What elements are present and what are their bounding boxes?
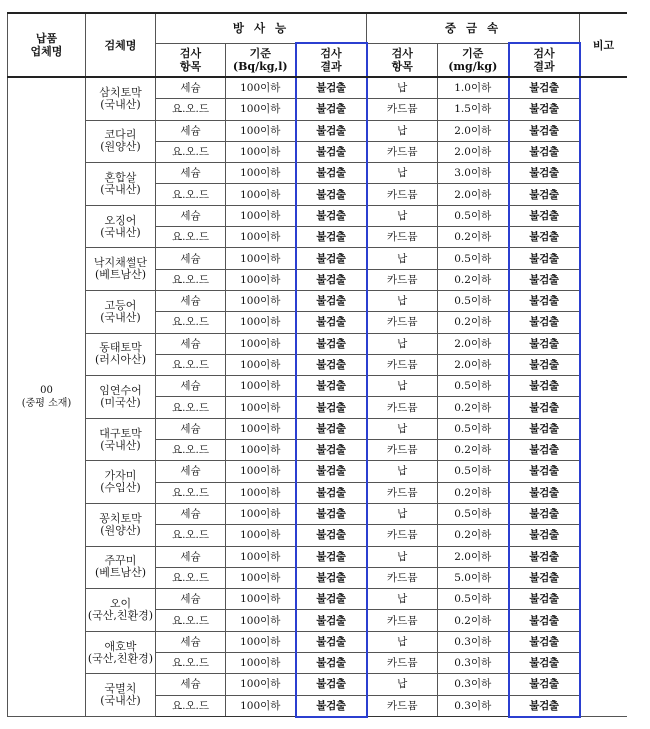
radio-standard-cell: 100이하 xyxy=(226,77,296,99)
radio-test-item-cell: 세슘 xyxy=(156,205,226,226)
table-row xyxy=(8,163,627,184)
heavy-result-cell: 불검출 xyxy=(509,205,580,226)
specimen-origin: (러시아산) xyxy=(94,353,147,367)
specimen-origin: (국내산) xyxy=(100,438,141,452)
radio-test-item-cell: 요.오.드 xyxy=(156,482,226,503)
radio-test-item-cell: 요.오.드 xyxy=(156,269,226,290)
specimen-cell xyxy=(86,376,156,419)
heavy-test-item-cell: 납 xyxy=(367,333,438,354)
radio-result-cell: 불검출 xyxy=(296,397,367,418)
heavy-result-cell: 불검출 xyxy=(509,227,580,248)
radio-test-item-cell: 세슘 xyxy=(156,589,226,610)
specimen-cell xyxy=(86,333,156,376)
radio-result-cell: 불검출 xyxy=(296,525,367,546)
radio-test-item-cell: 요.오.드 xyxy=(156,695,226,717)
radio-standard-cell: 100이하 xyxy=(226,248,296,269)
specimen-origin: (베트남산) xyxy=(94,566,147,580)
specimen-cell xyxy=(86,77,156,120)
specimen-cell xyxy=(86,503,156,546)
radio-standard-cell: 100이하 xyxy=(226,141,296,162)
specimen-name: 낙지채썰단 xyxy=(93,256,148,270)
heavy-standard-cell: 0.2이하 xyxy=(438,312,509,333)
specimen-origin: (미국산) xyxy=(100,395,141,409)
radio-standard-cell: 100이하 xyxy=(226,653,296,674)
heavy-test-item-cell: 카드뮴 xyxy=(367,525,438,546)
heavy-test-item-cell: 카드뮴 xyxy=(367,354,438,375)
radio-result-cell: 불검출 xyxy=(296,184,367,205)
radio-result-cell: 불검출 xyxy=(296,333,367,354)
radio-test-item-cell: 요.오.드 xyxy=(156,354,226,375)
radio-result-cell: 불검출 xyxy=(296,653,367,674)
heavy-result-cell: 불검출 xyxy=(509,589,580,610)
radio-standard-cell: 100이하 xyxy=(226,546,296,567)
specimen-origin: (국내산) xyxy=(100,225,141,239)
heavy-standard-cell: 1.0이하 xyxy=(438,77,509,99)
radio-standard-cell: 100이하 xyxy=(226,631,296,652)
specimen-name: 혼합살 xyxy=(104,170,137,184)
radio-standard-cell: 100이하 xyxy=(226,589,296,610)
specimen-cell xyxy=(86,418,156,461)
heavy-standard-cell: 0.2이하 xyxy=(438,482,509,503)
radio-result-cell: 불검출 xyxy=(296,227,367,248)
inspection-results-table xyxy=(7,12,627,718)
radio-result-cell: 불검출 xyxy=(296,248,367,269)
radio-test-item-header xyxy=(156,43,226,77)
radio-standard-cell: 100이하 xyxy=(226,482,296,503)
heavy-result-cell: 불검출 xyxy=(509,482,580,503)
heavy-standard-cell: 0.5이하 xyxy=(438,503,509,524)
heavy-test-item-cell: 납 xyxy=(367,631,438,652)
radio-test-item-cell: 요.오.드 xyxy=(156,227,226,248)
heavy-result-cell: 불검출 xyxy=(509,653,580,674)
radio-test-item-cell: 세슘 xyxy=(156,418,226,439)
specimen-name: 오징어 xyxy=(104,213,137,227)
table-row xyxy=(8,631,627,652)
radio-test-item-line1: 검사 xyxy=(179,46,202,60)
radioactivity-group-header: 방 사 능 xyxy=(156,13,367,43)
specimen-name: 오이 xyxy=(109,596,132,610)
radio-result-cell: 불검출 xyxy=(296,589,367,610)
radio-test-item-cell: 세슘 xyxy=(156,248,226,269)
radio-test-item-cell: 세슘 xyxy=(156,546,226,567)
radio-result-cell: 불검출 xyxy=(296,141,367,162)
specimen-header: 검체명 xyxy=(86,13,156,77)
heavy-standard-cell: 3.0이하 xyxy=(438,163,509,184)
heavy-standard-cell: 2.0이하 xyxy=(438,120,509,141)
heavy-result-cell: 불검출 xyxy=(509,269,580,290)
heavy-standard-cell: 0.5이하 xyxy=(438,248,509,269)
heavy-test-item-cell: 카드뮴 xyxy=(367,312,438,333)
radio-test-item-cell: 세슘 xyxy=(156,290,226,311)
heavy-result-header xyxy=(509,43,580,77)
table-row xyxy=(8,77,627,99)
heavy-standard-cell: 0.2이하 xyxy=(438,269,509,290)
specimen-name: 동태토막 xyxy=(99,341,142,355)
heavy-standard-cell: 2.0이하 xyxy=(438,184,509,205)
table-row xyxy=(8,461,627,482)
heavy-test-item-cell: 카드뮴 xyxy=(367,397,438,418)
heavy-standard-cell: 0.5이하 xyxy=(438,461,509,482)
radio-result-cell: 불검출 xyxy=(296,610,367,631)
radio-test-item-cell: 세슘 xyxy=(156,461,226,482)
specimen-origin: (국산,친환경) xyxy=(87,651,154,665)
table-row xyxy=(8,205,627,226)
heavy-result-line2: 결과 xyxy=(533,60,555,73)
specimen-origin: (원양산) xyxy=(100,523,141,537)
radio-standard-cell: 100이하 xyxy=(226,184,296,205)
radio-result-cell: 불검출 xyxy=(296,205,367,226)
heavy-test-item-cell: 납 xyxy=(367,589,438,610)
specimen-name: 국멸치 xyxy=(104,682,137,696)
radio-result-cell: 불검출 xyxy=(296,631,367,652)
heavy-standard-cell: 0.3이하 xyxy=(438,631,509,652)
radio-result-cell: 불검출 xyxy=(296,269,367,290)
heavy-standard-cell: 0.5이하 xyxy=(438,205,509,226)
heavy-result-cell: 불검출 xyxy=(509,695,580,717)
radio-test-item-cell: 요.오.드 xyxy=(156,99,226,120)
heavy-result-cell: 불검출 xyxy=(509,120,580,141)
radio-result-cell: 불검출 xyxy=(296,120,367,141)
radio-test-item-cell: 세슘 xyxy=(156,674,226,695)
heavy-metal-group-header: 중 금 속 xyxy=(367,13,580,43)
heavy-result-cell: 불검출 xyxy=(509,440,580,461)
radio-result-cell: 불검출 xyxy=(296,503,367,524)
specimen-origin: (원양산) xyxy=(100,140,141,154)
specimen-name: 코다리 xyxy=(104,128,137,142)
specimen-cell xyxy=(86,120,156,163)
specimen-name: 임연수어 xyxy=(99,383,142,397)
radio-standard-cell: 100이하 xyxy=(226,695,296,717)
radio-standard-cell: 100이하 xyxy=(226,610,296,631)
radio-test-item-cell: 세슘 xyxy=(156,503,226,524)
heavy-test-item-cell: 카드뮴 xyxy=(367,482,438,503)
heavy-test-item-cell: 납 xyxy=(367,546,438,567)
radio-standard-cell: 100이하 xyxy=(226,674,296,695)
remarks-header: 비고 xyxy=(580,13,627,77)
heavy-test-item-cell: 납 xyxy=(367,376,438,397)
table-row xyxy=(8,674,627,695)
supplier-header xyxy=(8,13,86,77)
specimen-cell xyxy=(86,290,156,333)
specimen-origin: (베트남산) xyxy=(94,268,147,282)
specimen-origin: (국내산) xyxy=(100,694,141,708)
radio-result-cell: 불검출 xyxy=(296,376,367,397)
heavy-standard-cell: 0.3이하 xyxy=(438,653,509,674)
heavy-standard-cell: 2.0이하 xyxy=(438,546,509,567)
radio-test-item-cell: 요.오.드 xyxy=(156,397,226,418)
table-row xyxy=(8,503,627,524)
heavy-standard-cell: 2.0이하 xyxy=(438,141,509,162)
radio-result-cell: 불검출 xyxy=(296,695,367,717)
radio-result-cell: 불검출 xyxy=(296,354,367,375)
heavy-test-item-cell: 납 xyxy=(367,248,438,269)
heavy-result-cell: 불검출 xyxy=(509,312,580,333)
supplier-name: 00 xyxy=(40,385,53,397)
specimen-name: 주꾸미 xyxy=(104,554,137,568)
radio-standard-cell: 100이하 xyxy=(226,418,296,439)
heavy-test-item-cell: 카드뮴 xyxy=(367,610,438,631)
heavy-test-item-cell: 납 xyxy=(367,77,438,99)
heavy-test-item-cell: 카드뮴 xyxy=(367,269,438,290)
radio-result-cell: 불검출 xyxy=(296,461,367,482)
heavy-test-item-cell: 카드뮴 xyxy=(367,567,438,588)
radio-result-cell: 불검출 xyxy=(296,546,367,567)
specimen-cell xyxy=(86,589,156,632)
radio-test-item-cell: 세슘 xyxy=(156,163,226,184)
heavy-standard-line1: 기준 xyxy=(462,46,484,60)
radio-result-cell: 불검출 xyxy=(296,418,367,439)
radio-standard-cell: 100이하 xyxy=(226,354,296,375)
heavy-standard-cell: 0.2이하 xyxy=(438,440,509,461)
heavy-standard-cell: 0.2이하 xyxy=(438,397,509,418)
heavy-test-item-cell: 납 xyxy=(367,205,438,226)
heavy-standard-cell: 0.3이하 xyxy=(438,674,509,695)
heavy-result-line1: 검사 xyxy=(533,47,555,60)
supplier-header-line2: 업체명 xyxy=(30,45,63,58)
radio-result-line2: 결과 xyxy=(320,60,342,73)
heavy-standard-cell: 2.0이하 xyxy=(438,354,509,375)
radio-result-cell: 불검출 xyxy=(296,290,367,311)
heavy-test-item-cell: 납 xyxy=(367,503,438,524)
heavy-test-item-cell: 납 xyxy=(367,290,438,311)
heavy-test-item-cell: 카드뮴 xyxy=(367,184,438,205)
heavy-result-cell: 불검출 xyxy=(509,354,580,375)
heavy-result-cell: 불검출 xyxy=(509,610,580,631)
specimen-name: 대구토막 xyxy=(99,426,142,440)
heavy-result-cell: 불검출 xyxy=(509,503,580,524)
radio-test-item-cell: 요.오.드 xyxy=(156,567,226,588)
heavy-standard-cell: 5.0이하 xyxy=(438,567,509,588)
specimen-cell xyxy=(86,248,156,291)
heavy-test-item-line1: 검사 xyxy=(391,46,413,60)
specimen-cell xyxy=(86,546,156,589)
heavy-test-item-header xyxy=(367,43,438,77)
radio-result-cell: 불검출 xyxy=(296,312,367,333)
radio-test-item-cell: 요.오.드 xyxy=(156,184,226,205)
specimen-cell xyxy=(86,205,156,248)
radio-test-item-cell: 세슘 xyxy=(156,120,226,141)
heavy-standard-cell: 0.3이하 xyxy=(438,695,509,717)
specimen-name: 가자미 xyxy=(104,469,137,483)
radio-test-item-line2: 항목 xyxy=(179,59,202,73)
heavy-test-item-cell: 카드뮴 xyxy=(367,653,438,674)
radio-result-cell: 불검출 xyxy=(296,482,367,503)
radio-standard-cell: 100이하 xyxy=(226,99,296,120)
radio-standard-cell: 100이하 xyxy=(226,503,296,524)
radio-standard-header xyxy=(226,43,296,77)
supplier-location: (중평 소재) xyxy=(21,398,72,410)
table-row xyxy=(8,589,627,610)
radio-test-item-cell: 요.오.드 xyxy=(156,141,226,162)
table-row xyxy=(8,290,627,311)
heavy-test-item-cell: 카드뮴 xyxy=(367,99,438,120)
specimen-cell xyxy=(86,163,156,206)
radio-result-line1: 검사 xyxy=(320,47,342,60)
radio-standard-cell: 100이하 xyxy=(226,290,296,311)
radio-test-item-cell: 요.오.드 xyxy=(156,525,226,546)
radio-standard-cell: 100이하 xyxy=(226,163,296,184)
heavy-standard-cell: 0.2이하 xyxy=(438,227,509,248)
radio-test-item-cell: 세슘 xyxy=(156,333,226,354)
radio-result-cell: 불검출 xyxy=(296,99,367,120)
specimen-origin: (수입산) xyxy=(100,481,141,495)
radio-result-cell: 불검출 xyxy=(296,440,367,461)
heavy-standard-cell: 0.5이하 xyxy=(438,290,509,311)
heavy-standard-cell: 0.5이하 xyxy=(438,418,509,439)
radio-test-item-cell: 요.오.드 xyxy=(156,653,226,674)
specimen-name: 애호박 xyxy=(104,639,137,653)
specimen-name: 꽁치토막 xyxy=(99,511,142,525)
radio-test-item-cell: 세슘 xyxy=(156,376,226,397)
specimen-name: 고등어 xyxy=(104,298,137,312)
radio-standard-cell: 100이하 xyxy=(226,312,296,333)
radio-result-cell: 불검출 xyxy=(296,163,367,184)
heavy-standard-cell: 0.5이하 xyxy=(438,376,509,397)
heavy-result-cell: 불검출 xyxy=(509,248,580,269)
table-row xyxy=(8,546,627,567)
heavy-result-cell: 불검출 xyxy=(509,631,580,652)
heavy-result-cell: 불검출 xyxy=(509,99,580,120)
radio-standard-cell: 100이하 xyxy=(226,567,296,588)
heavy-result-cell: 불검출 xyxy=(509,546,580,567)
heavy-test-item-cell: 납 xyxy=(367,163,438,184)
radio-standard-cell: 100이하 xyxy=(226,120,296,141)
heavy-result-cell: 불검출 xyxy=(509,674,580,695)
radio-result-cell: 불검출 xyxy=(296,77,367,99)
specimen-cell xyxy=(86,674,156,717)
radio-test-item-cell: 세슘 xyxy=(156,631,226,652)
radio-standard-line1: 기준 xyxy=(249,46,271,60)
heavy-result-cell: 불검출 xyxy=(509,333,580,354)
heavy-test-item-cell: 카드뮴 xyxy=(367,695,438,717)
heavy-standard-cell: 1.5이하 xyxy=(438,99,509,120)
table-row xyxy=(8,418,627,439)
radio-standard-cell: 100이하 xyxy=(226,440,296,461)
radio-result-cell: 불검출 xyxy=(296,567,367,588)
specimen-origin: (국내산) xyxy=(100,97,141,111)
radio-standard-cell: 100이하 xyxy=(226,227,296,248)
heavy-test-item-cell: 납 xyxy=(367,418,438,439)
heavy-result-cell: 불검출 xyxy=(509,397,580,418)
radio-test-item-cell: 요.오.드 xyxy=(156,312,226,333)
supplier-cell xyxy=(8,77,86,717)
heavy-test-item-cell: 카드뮴 xyxy=(367,227,438,248)
heavy-result-cell: 불검출 xyxy=(509,77,580,99)
specimen-origin: (국산,친환경) xyxy=(87,608,154,622)
heavy-result-cell: 불검출 xyxy=(509,376,580,397)
heavy-test-item-cell: 카드뮴 xyxy=(367,141,438,162)
table-row xyxy=(8,248,627,269)
heavy-result-cell: 불검출 xyxy=(509,163,580,184)
heavy-standard-cell: 0.2이하 xyxy=(438,525,509,546)
heavy-result-cell: 불검출 xyxy=(509,184,580,205)
heavy-result-cell: 불검출 xyxy=(509,461,580,482)
supplier-header-line1: 납품 xyxy=(35,32,58,45)
heavy-test-item-cell: 납 xyxy=(367,120,438,141)
radio-result-cell: 불검출 xyxy=(296,674,367,695)
heavy-standard-cell: 2.0이하 xyxy=(438,333,509,354)
remarks-cell xyxy=(580,77,627,717)
radio-standard-cell: 100이하 xyxy=(226,525,296,546)
heavy-test-item-cell: 납 xyxy=(367,674,438,695)
table-row xyxy=(8,120,627,141)
radio-standard-cell: 100이하 xyxy=(226,397,296,418)
heavy-result-cell: 불검출 xyxy=(509,418,580,439)
heavy-standard-header xyxy=(438,43,509,77)
radio-standard-line2: (Bq/kg,l) xyxy=(232,59,288,73)
radio-standard-cell: 100이하 xyxy=(226,205,296,226)
heavy-standard-cell: 0.5이하 xyxy=(438,589,509,610)
heavy-result-cell: 불검출 xyxy=(509,525,580,546)
inspection-table-wrapper xyxy=(7,12,627,718)
radio-standard-cell: 100이하 xyxy=(226,269,296,290)
heavy-result-cell: 불검출 xyxy=(509,567,580,588)
specimen-origin: (국내산) xyxy=(100,182,141,196)
table-row xyxy=(8,333,627,354)
heavy-test-item-cell: 납 xyxy=(367,461,438,482)
radio-test-item-cell: 세슘 xyxy=(156,77,226,99)
radio-result-header xyxy=(296,43,367,77)
heavy-result-cell: 불검출 xyxy=(509,290,580,311)
table-row xyxy=(8,376,627,397)
radio-standard-cell: 100이하 xyxy=(226,333,296,354)
heavy-standard-cell: 0.2이하 xyxy=(438,610,509,631)
specimen-name: 삼치토막 xyxy=(99,85,142,99)
radio-test-item-cell: 요.오.드 xyxy=(156,610,226,631)
specimen-cell xyxy=(86,461,156,504)
heavy-test-item-line2: 항목 xyxy=(391,59,413,73)
specimen-cell xyxy=(86,631,156,674)
results-body xyxy=(8,77,627,717)
radio-test-item-cell: 요.오.드 xyxy=(156,440,226,461)
heavy-test-item-cell: 카드뮴 xyxy=(367,440,438,461)
specimen-origin: (국내산) xyxy=(100,310,141,324)
radio-standard-cell: 100이하 xyxy=(226,461,296,482)
heavy-standard-line2: (mg/kg) xyxy=(448,59,498,73)
radio-standard-cell: 100이하 xyxy=(226,376,296,397)
heavy-result-cell: 불검출 xyxy=(509,141,580,162)
